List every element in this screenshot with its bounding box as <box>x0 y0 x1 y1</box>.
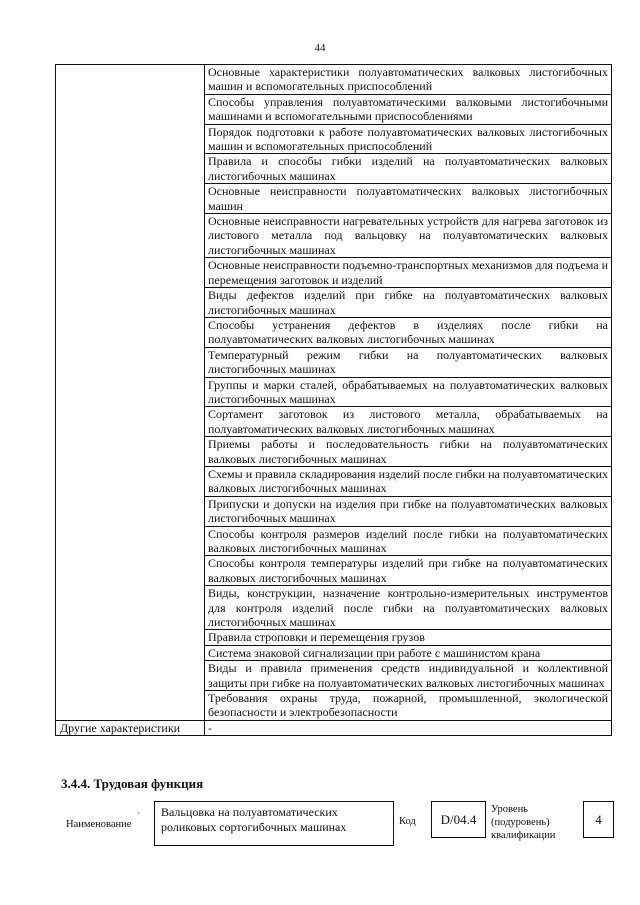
code-value: D/04.4 <box>440 812 477 827</box>
knowledge-item: Виды и правила применения средств индивидуальной и коллективной защиты при гибке на полуавтоматических валковых листогибочных машинах <box>205 661 612 691</box>
knowledge-table <box>55 64 612 736</box>
table-row-other <box>56 720 612 735</box>
level-label: Уровень (подуровень) квалификации <box>491 804 556 841</box>
knowledge-item: Правила и способы гибки изделий на полуавтоматических валковых листогибочных машинах <box>205 154 612 184</box>
knowledge-item: Система знаковой сигнализации при работе с машинистом крана <box>205 645 612 660</box>
knowledge-item: Способы управления полуавтоматическими валковыми листогибочными машинами и вспомогательными приспособлениями <box>205 94 612 124</box>
name-value-box <box>154 801 394 846</box>
table-row <box>56 65 612 95</box>
name-label: Наименование <box>66 819 132 830</box>
knowledge-label-cell <box>56 65 205 721</box>
knowledge-item: Группы и марки сталей, обрабатываемых на полуавтоматических валковых листогибочных машинах <box>205 377 612 407</box>
knowledge-item: Приемы работы и последовательность гибки на полуавтоматических валковых листогибочных машинах <box>205 437 612 467</box>
knowledge-item: Требования охраны труда, пожарной, промышленной, экологической безопасности и электробезопасности <box>205 691 612 721</box>
code-value-box <box>431 801 486 838</box>
knowledge-item: Способы устранения дефектов в изделиях после гибки на полуавтоматических валковых листогибочных машинах <box>205 317 612 347</box>
level-value: 4 <box>595 812 602 827</box>
level-value-box <box>583 801 614 838</box>
knowledge-item: Припуски и допуски на изделия при гибке на полуавтоматических валковых листогибочных машинах <box>205 496 612 526</box>
knowledge-item: Сортамент заготовок из листового металла, обрабатываемых на полуавтоматических валковых листогибочных машинах <box>205 407 612 437</box>
other-characteristics-value: - <box>205 720 612 735</box>
knowledge-item: Виды дефектов изделий при гибке на полуавтоматических валковых листогибочных машинах <box>205 288 612 318</box>
knowledge-item: Правила строповки и перемещения грузов <box>205 630 612 645</box>
other-characteristics-label: Другие характеристики <box>56 720 205 735</box>
name-value: Вальцовка на полуавтоматических роликовых сортогибочных машинах <box>161 805 347 834</box>
knowledge-item: Схемы и правила складирования изделий после гибки на полуавтоматических валковых листогибочных машинах <box>205 466 612 496</box>
code-label: Код <box>399 816 416 827</box>
knowledge-item: Виды, конструкции, назначение контрольно-измерительных инструментов для контроля изделий после гибки на полуавтоматических валковых листогибочных машинах <box>205 586 612 630</box>
tick-mark: ` <box>137 812 141 823</box>
knowledge-item: Способы контроля размеров изделий после гибки на полуавтоматических валковых листогибочных машинах <box>205 526 612 556</box>
knowledge-item: Основные неисправности нагревательных устройств для нагрева заготовок из листового металла под вальцовку на полуавтоматических валковых листогибочных машинах <box>205 214 612 258</box>
knowledge-item: Основные неисправности подъемно-транспортных механизмов для подъема и перемещения заготовок и изделий <box>205 258 612 288</box>
knowledge-item: Основные характеристики полуавтоматических валковых листогибочных машин и вспомогательных приспособлений <box>205 65 612 95</box>
page-number: 44 <box>314 42 326 54</box>
knowledge-item: Температурный режим гибки на полуавтоматических валковых листогибочных машинах <box>205 347 612 377</box>
knowledge-item: Основные неисправности полуавтоматических валковых листогибочных машин <box>205 184 612 214</box>
section-title: 3.4.4. Трудовая функция <box>61 776 204 791</box>
knowledge-item: Способы контроля температуры изделий при гибке на полуавтоматических валковых листогибочных машинах <box>205 556 612 586</box>
knowledge-item: Порядок подготовки к работе полуавтоматических валковых листогибочных машин и вспомогательных приспособлений <box>205 124 612 154</box>
